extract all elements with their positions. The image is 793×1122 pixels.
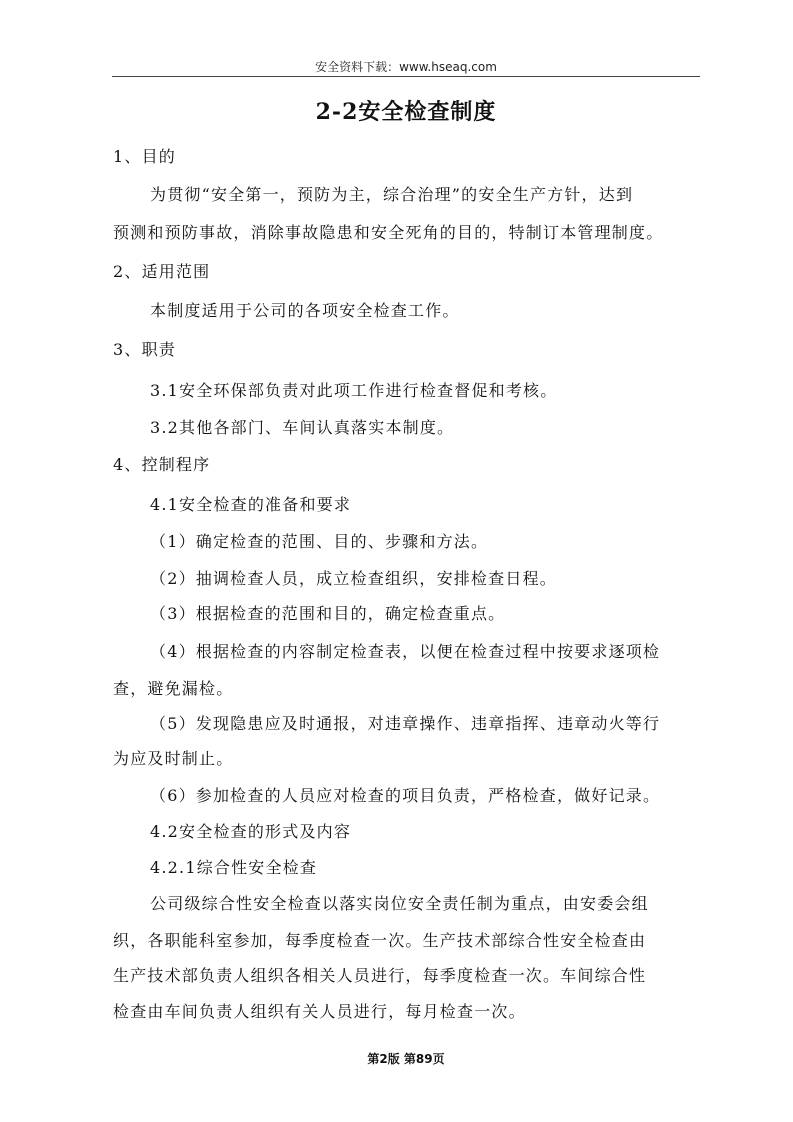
section-heading-procedure: 4、控制程序 — [113, 455, 211, 474]
list-item: （5）发现隐患应及时通报，对违章操作、违章指挥、违章动火等行 — [150, 714, 661, 733]
page-header: 安全资料下载：www.hseaq.com — [315, 60, 497, 74]
section-heading-purpose: 1、目的 — [113, 147, 176, 166]
subsection-heading: 4.1安全检查的准备和要求 — [150, 495, 352, 514]
header-divider — [112, 76, 700, 77]
list-item: （1）确定检查的范围、目的、步骤和方法。 — [150, 532, 489, 551]
list-item: （4）根据检查的内容制定检查表，以便在检查过程中按要求逐项检 — [150, 642, 661, 661]
subsection-heading: 4.2.1综合性安全检查 — [150, 858, 318, 877]
paragraph-line: 生产技术部负责人组织各相关人员进行，每季度检查一次。车间综合性 — [113, 966, 647, 985]
list-item: （2）抽调检查人员，成立检查组织，安排检查日程。 — [150, 569, 557, 588]
paragraph-line: 查，避免漏检。 — [113, 679, 234, 698]
list-item: 3.1安全环保部负责对此项工作进行检查督促和考核。 — [150, 381, 558, 400]
paragraph-line: 检查由车间负责人组织有关人员进行，每月检查一次。 — [113, 1002, 526, 1021]
page-footer: 第2版 第89页 — [367, 1052, 445, 1066]
paragraph-line: 为贯彻“安全第一，预防为主，综合治理”的安全生产方针，达到 — [150, 185, 634, 204]
section-heading-scope: 2、适用范围 — [113, 262, 211, 281]
paragraph-line: 为应及时制止。 — [113, 749, 234, 768]
paragraph-line: 织，各职能科室参加，每季度检查一次。生产技术部综合性安全检查由 — [113, 931, 647, 950]
list-item: （6）参加检查的人员应对检查的项目负责，严格检查，做好记录。 — [150, 786, 661, 805]
paragraph-line: 本制度适用于公司的各项安全检查工作。 — [150, 301, 460, 320]
section-heading-duties: 3、职责 — [113, 340, 176, 359]
subsection-heading: 4.2安全检查的形式及内容 — [150, 822, 352, 841]
paragraph-line: 预测和预防事故，消除事故隐患和安全死角的目的，特制订本管理制度。 — [113, 223, 664, 242]
list-item: 3.2其他各部门、车间认真落实本制度。 — [150, 418, 455, 437]
list-item: （3）根据检查的范围和目的，确定检查重点。 — [150, 604, 506, 623]
document-title: 2-2安全检查制度 — [315, 99, 497, 125]
paragraph-line: 公司级综合性安全检查以落实岗位安全责任制为重点，由安委会组 — [150, 894, 649, 913]
